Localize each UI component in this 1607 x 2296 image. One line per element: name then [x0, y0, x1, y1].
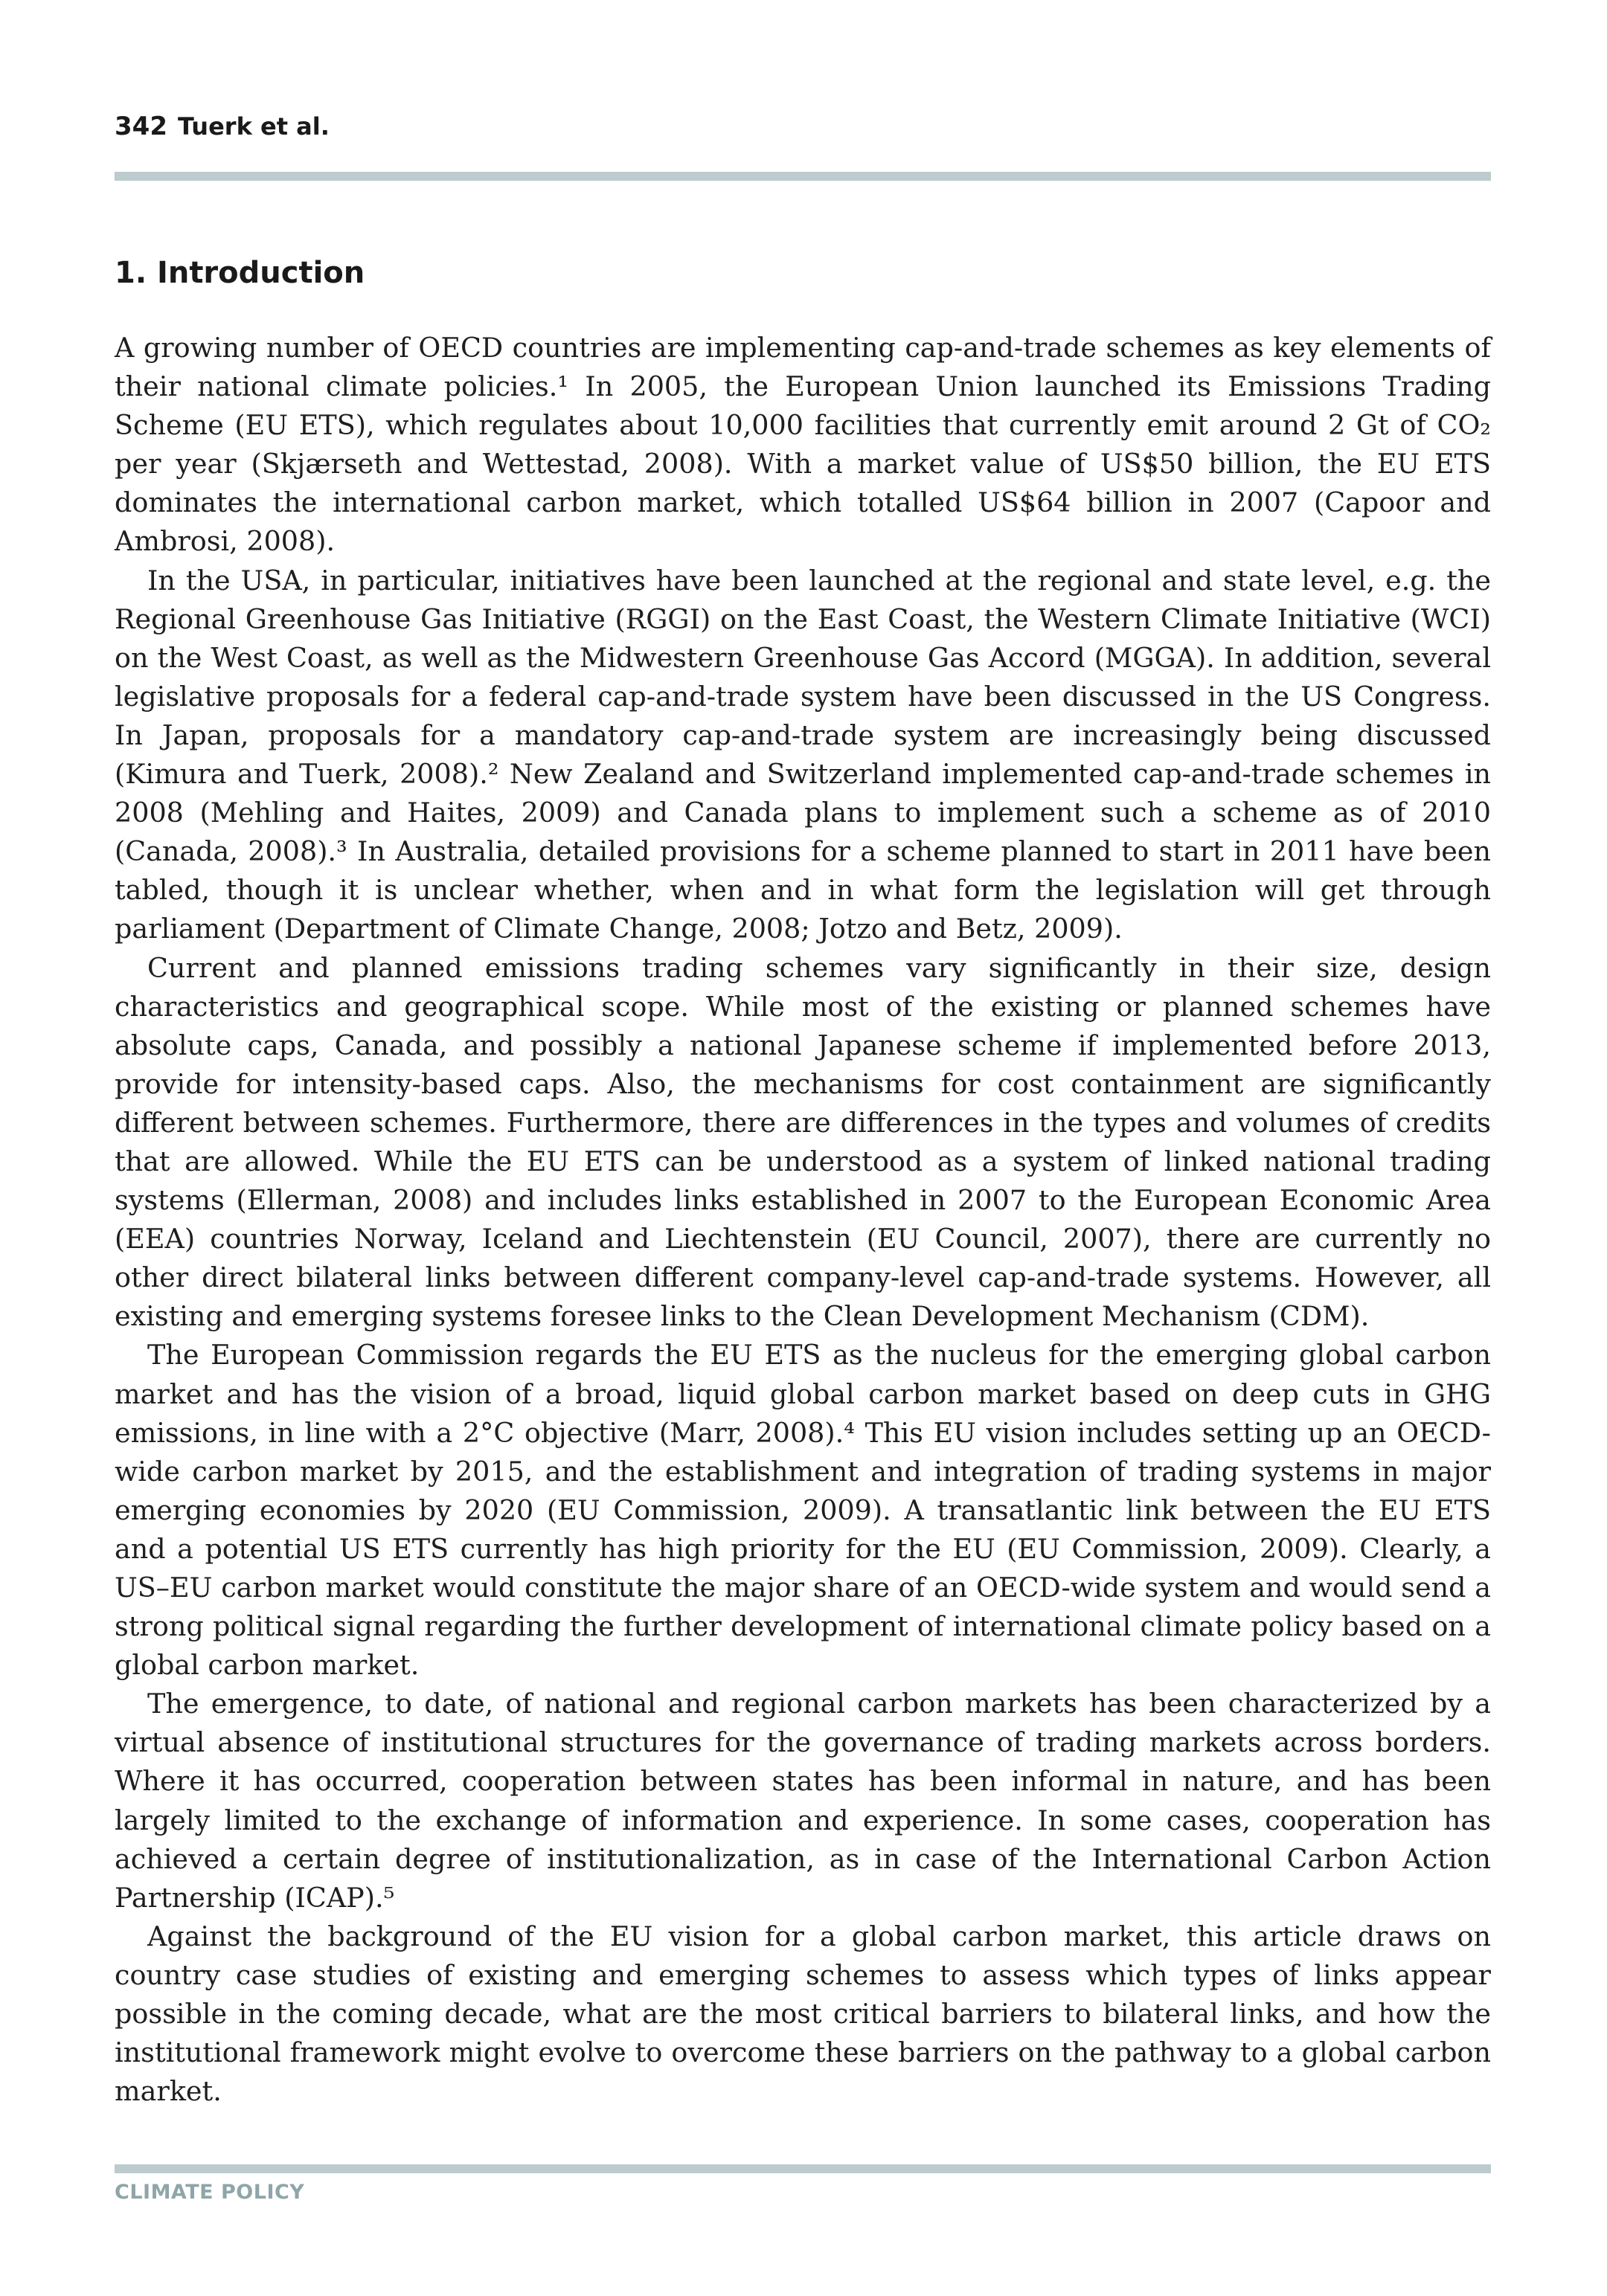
page-number: 342	[115, 112, 167, 141]
paragraph-4: The European Commission regards the EU ETS as the nucleus for the emerging global carbon market and has the vision of a broad, liquid global carbon market based on deep cuts in GHG emissions, in line with a 2°C objective (Marr, 2008).⁴ This EU vision includes setting up an OECD-wide carbon market by 2015, and the establishment and integration of trading systems in major emerging economies by 2020 (EU Commission, 2009). A transatlantic link between the EU ETS and a potential US ETS currently has high priority for the EU (EU Commission, 2009). Clearly, a US–EU carbon market would constitute the major share of an OECD-wide system and would send a strong political signal regarding the further development of international climate policy based on a global carbon market.	[115, 1339, 1491, 1682]
running-head-authors: Tuerk et al.	[177, 112, 330, 141]
footer-rule	[115, 2164, 1491, 2173]
paragraph-2: In the USA, in particular, initiatives have been launched at the regional and state level, e.g. the Regional Greenhouse Gas Initiative (RGGI) on the East Coast, the Western Climate Initiative (WCI) on the West Coast, as well as the Midwestern Greenhouse Gas Accord (MGGA). In addition, several legislative proposals for a federal cap-and-trade system have been discussed in the US Congress. In Japan, proposals for a mandatory cap-and-trade system are increasingly being discussed (Kimura and Tuerk, 2008).² New Zealand and Switzerland implemented cap-and-trade schemes in 2008 (Mehling and Haites, 2009) and Canada plans to implement such a scheme as of 2010 (Canada, 2008).³ In Australia, detailed provisions for a scheme planned to start in 2011 have been tabled, though it is unclear whether, when and in what form the legislation will get through parliament (Department of Climate Change, 2008; Jotzo and Betz, 2009).	[115, 564, 1491, 945]
paragraph-5: The emergence, to date, of national and regional carbon markets has been characterized by a virtual absence of institutional structures for the governance of trading markets across borders. Where it has occurred, cooperation between states has been informal in nature, and has been largely limited to the exchange of information and experience. In some cases, cooperation has achieved a certain degree of institutionalization, as in case of the International Carbon Action Partnership (ICAP).⁵	[115, 1688, 1491, 1914]
paragraph-3: Current and planned emissions trading schemes vary significantly in their size, design characteristics and geographical scope. While most of the existing or planned schemes have absolute caps, Canada, and possibly a national Japanese scheme if implemented before 2013, provide for intensity-based caps. Also, the mechanisms for cost containment are significantly different between schemes. Furthermore, there are differences in the types and volumes of credits that are allowed. While the EU ETS can be understood as a system of linked national trading systems (Ellerman, 2008) and includes links established in 2007 to the European Economic Area (EEA) countries Norway, Iceland and Liechtenstein (EU Council, 2007), there are currently no other direct bilateral links between different company-level cap-and-trade systems. However, all existing and emerging systems foresee links to the Clean Development Mechanism (CDM).	[115, 951, 1491, 1333]
section-heading: 1. Introduction	[115, 256, 365, 290]
running-head	[115, 112, 330, 141]
paragraph-1: A growing number of OECD countries are implementing cap-and-trade schemes as key elements of their national climate policies.¹ In 2005, the European Union launched its Emissions Trading Scheme (EU ETS), which regulates about 10,000 facilities that currently emit around 2 Gt of CO₂ per year (Skjærseth and Wettestad, 2008). With a market value of US$50 billion, the EU ETS dominates the international carbon market, which totalled US$64 billion in 2007 (Capoor and Ambrosi, 2008).	[115, 332, 1491, 558]
journal-footer: CLIMATE POLICY	[115, 2181, 305, 2204]
article-body	[115, 329, 1491, 2111]
paragraph-6: Against the background of the EU vision for a global carbon market, this article draws on country case studies of existing and emerging schemes to assess which types of links appear possible in the coming decade, what are the most critical barriers to bilateral links, and how the institutional framework might evolve to overcome these barriers on the pathway to a global carbon market.	[115, 1920, 1491, 2108]
header-rule	[115, 172, 1491, 181]
